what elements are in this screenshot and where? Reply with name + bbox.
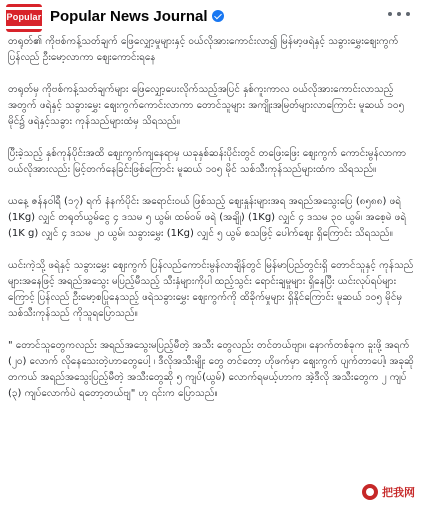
post-paragraph: ပြီးခဲ့သည့် နှစ်ကုန်ပိုင်းအထိ ဈေးကွက်ကျနေရာမှ ယခုနှစ်ဆန်းပိုင်းတွင် တဖြေးဖြေး ဈေးကွက် ကောင်းမွန်လာကာ ဝယ်လိုအားလည်း မြင့်တက်နေခြင်းဖြစ်ကြောင်း မူဆယ် ၁၀၅ မိုင် သစ်သီးကုန်သည်များထံက သိရသည်။ — [8, 148, 407, 175]
more-dot — [406, 12, 410, 16]
page-name-wrap — [50, 6, 224, 26]
watermark — [359, 481, 418, 503]
more-dot — [388, 12, 392, 16]
watermark-text: 把我网 — [382, 486, 415, 499]
more-dot — [397, 12, 401, 16]
post-paragraph: ယနေ့ ဇန်နဝါရီ (၁၇) ရက် နံနက်ပိုင်း အရောင်းဝယ် ဖြစ်သည့် ဈေးနှုန်းများအရ အရည်အသွေးပြေ (၈၅၈၈) ဖရဲ (1Kg) လျှင် တရုတ်ယွမ်ငွေ ၄ ဒသမ ၅ ယွမ်၊ ထမ်ဝမ် ဖရဲ (အချို) (1Kg) လျှင် ၄ ဒသမ ၃၀ ယွမ်၊ အစေ့မဲ ဖရဲ (1K g) လျှင် ၄ ဒသမ ၂၀ ယွမ်၊ သခွားမွှေး (1Kg) လျှင် ၅ ယွမ် စသဖြင့် ပေါက်ဈေး ရှိကြောင်း သိရသည်။ — [8, 196, 407, 239]
avatar-stripe-bottom — [6, 26, 42, 29]
post-paragraph: တရုတ်မှ ကိုဗစ်ကန့်သတ်ချက်များ ဖြေလျှော့ပေးလိုက်သည့်အပြင် နှစ်ကူးကာလ ဝယ်လိုအားကောင်းလာသည့် အတွက် ဖရဲနှင့် သခွားမွှေး ဈေးကွက်ကောင်းလာကာ တောင်သူများ အကျိုးအမြတ်များလာကြောင်း မူဆယ် ၁၀၅ မိုင်၌ ဖရဲနှင့်သခွား ကုန်သည်များထံမှ သိရသည်။ — [8, 84, 405, 127]
post-quote: " တောင်သူတွေကလည်း အရည်အသွေးမပြည့်မီတဲ့ အသီး တွေလည်း တင်တယ်ဗျာ။ နောက်တစ်ခုက ခူးဖို့ အရက် (၂၀) လောက် လိုနေသေးတဲ့ဟာတွေပေါ့ ၊ ဒီလိုအသီးမျိုး တွေ တင်တော့ ဟိုဖက်မှာ ဈေးကွက် ပျက်တာပေါ့၊ အခုဆိုတကယ် အရည်အသွေးပြည့်မီတဲ့ အသီးတွေဆို ၅ ကျပ်(ယွမ်) လောက်ရမယ့်ဟာက အဲ့ဒီလို အသီးတွေက ၂ ကျပ် (၃) ကျပ်လောက်ပဲ ရတော့တယ်ဗျ" ဟု ၎င်းက ပြောသည်။ — [8, 340, 414, 399]
page-avatar[interactable] — [6, 4, 42, 32]
avatar-stripe-top — [6, 7, 42, 10]
more-options-icon[interactable] — [388, 8, 410, 20]
post-body — [8, 34, 416, 418]
page-name[interactable]: Popular News Journal — [50, 7, 208, 25]
watermark-logo-icon — [362, 484, 378, 500]
post-headline: တရုတ်၏ ကိုဗစ်ကန့်သတ်ချက် ဖြေလျှော့မှုများနှင့် ဝယ်လိုအားကောင်းလာ၍ မြန်မာ့ဖရဲနှင့် သခွားမွှေးဈေးကွက် ပြန်လည် ဦးမော့လာကာ ဈေးကောင်းရနေ — [8, 36, 399, 63]
avatar-logo-text: Popular — [6, 12, 42, 22]
post-header — [0, 0, 424, 36]
verified-icon — [212, 10, 224, 22]
post-paragraph: ယင်းကဲ့သို့ ဖရဲနှင့် သခွားမွှေး ဈေးကွက် ပြန်လည်ကောင်းမွန်လာချိန်တွင် မြန်မာပြည်တွင်းရှိ တောင်သူနှင့် ကုန်သည်များအနေဖြင့် အရည်အသွေး မပြည့်မီသည့် သီးနှံများကိုပါ ထည့်သွင်း ရောင်းချမှုများ ရှိနေပြီး ယင်းလုပ်ရပ်များကြောင့် ပြန်လည် ဦးမော့စပြုနေသည့် ဖရဲသခွားမွှေး ဈေးကွက်ကို ထိခိုက်မှုများ ရှိနိုင်ကြောင်း မူဆယ် ၁၀၅ မိုင်မှ သစ်သီးကုန်သည် ကိုသူရပြောသည်။ — [8, 260, 414, 319]
